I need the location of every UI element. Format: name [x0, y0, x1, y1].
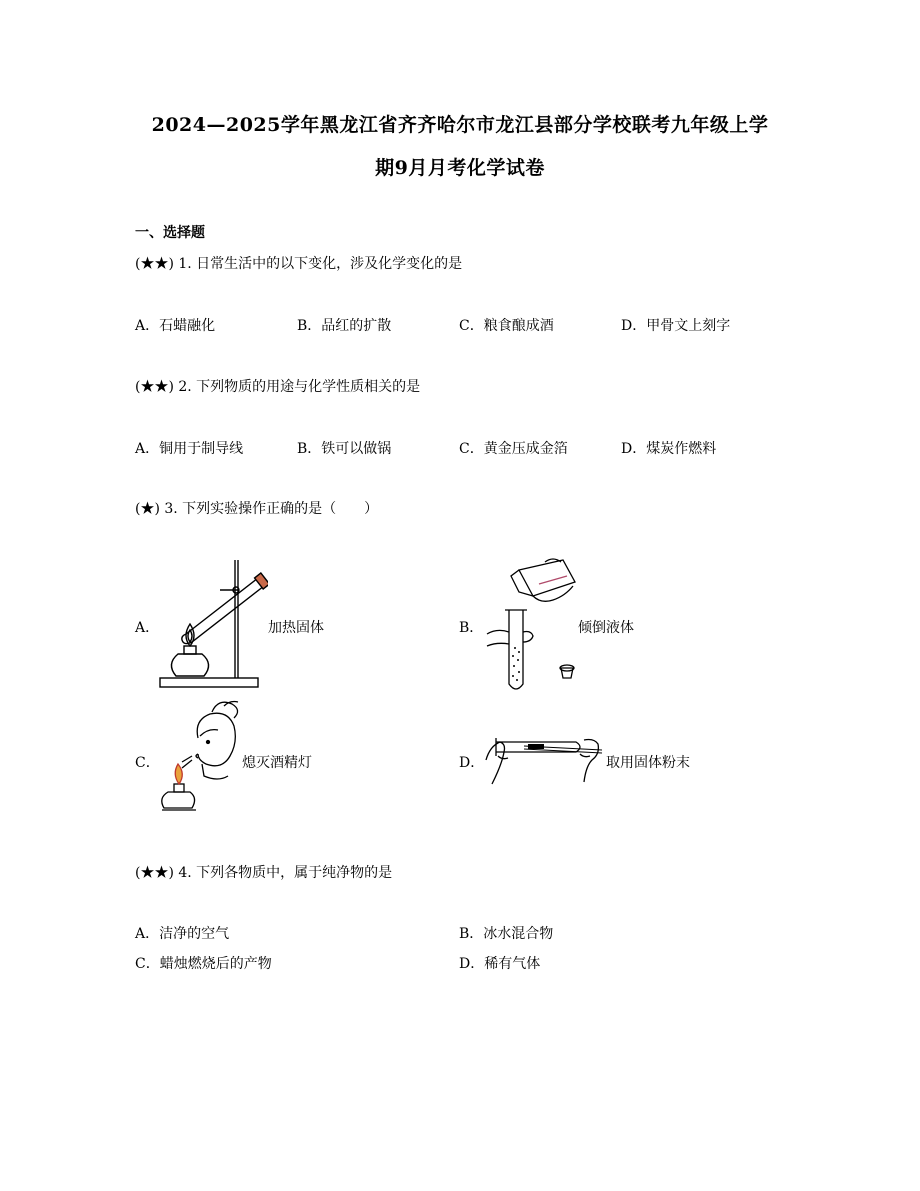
section-heading: 一、选择题 — [135, 225, 205, 241]
question-3-option-d-letter: D． — [459, 755, 485, 771]
question-4-option-b: B．冰水混合物 — [459, 926, 554, 942]
question-3-option-b-letter: B． — [459, 620, 484, 636]
question-4-option-d: D．稀有气体 — [459, 956, 541, 972]
question-3-stem: (★) 3. 下列实验操作正确的是（ ） — [135, 501, 379, 517]
question-1-stem: (★★) 1. 日常生活中的以下变化，涉及化学变化的是 — [135, 256, 463, 272]
question-4-stem: (★★) 4. 下列各物质中，属于纯净物的是 — [135, 865, 393, 881]
question-3-option-c-letter: C． — [135, 755, 160, 771]
question-2-option-a: A．铜用于制导线 — [135, 441, 244, 457]
exam-title-line-2: 期9月月考化学试卷 — [375, 157, 545, 179]
question-1-option-d: D．甲骨文上刻字 — [621, 318, 731, 334]
question-3-option-a-letter: A． — [135, 620, 160, 636]
question-4-option-a: A．洁净的空气 — [135, 926, 230, 942]
adding-powder-icon — [484, 730, 606, 786]
question-2-stem: (★★) 2. 下列物质的用途与化学性质相关的是 — [135, 379, 421, 395]
question-1-option-c: C．粮食酿成酒 — [459, 318, 554, 334]
question-4-option-c: C．蜡烛燃烧后的产物 — [135, 956, 272, 972]
pouring-liquid-icon — [483, 556, 583, 696]
question-1-option-b: B．品红的扩散 — [297, 318, 392, 334]
question-1-option-a: A．石蜡融化 — [135, 318, 216, 334]
question-2-option-c: C．黄金压成金箔 — [459, 441, 568, 457]
question-2-option-b: B．铁可以做锅 — [297, 441, 392, 457]
heating-solid-icon — [158, 556, 268, 692]
question-3-option-a-caption: 加热固体 — [268, 620, 324, 636]
exam-title-line-1: 2024—2025学年黑龙江省齐齐哈尔市龙江县部分学校联考九年级上学 — [151, 114, 769, 136]
question-3-option-b-caption: 倾倒液体 — [578, 620, 634, 636]
question-2-option-d: D．煤炭作燃料 — [621, 441, 717, 457]
blowing-out-lamp-icon — [158, 698, 242, 822]
question-3-option-d-caption: 取用固体粉末 — [606, 755, 690, 771]
question-3-option-c-caption: 熄灭酒精灯 — [242, 755, 312, 771]
